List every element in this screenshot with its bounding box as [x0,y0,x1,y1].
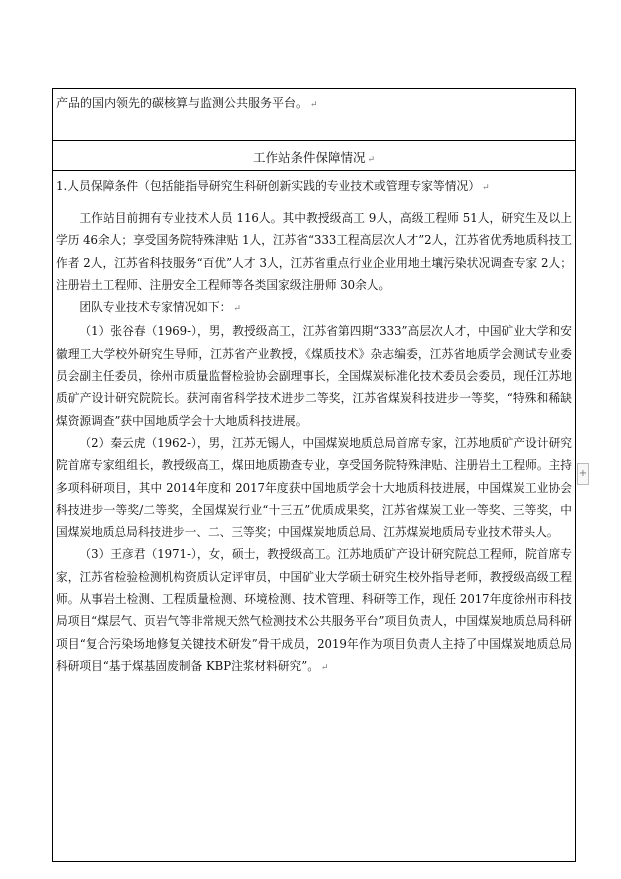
paragraph-mark-icon: ↵ [233,304,241,315]
paragraph-mark-icon: ↵ [320,662,329,673]
paragraph-mark-icon: ↵ [482,183,490,193]
paragraph: 工作站目前拥有专业技术人员 116人。其中教授级高工 9人，高级工程师 51人，研究生及以上学历 46余人；享受国务院特殊津贴 1人，江苏省“333工程高层次人才”2人，江苏省优秀地质科技工作者 2人，江苏省科技服务“百优”人才 3人，江苏省重点行业企业用地土壤污染状况调查专家 2人；注册岩土工程师、注册安全工程师等各类国家级注册师 30余人。 [56,211,572,292]
paragraph-mark-icon: ↵ [310,100,318,110]
expand-handle-icon[interactable]: + [577,463,589,485]
table-row-title [53,140,575,170]
table-row-intro [53,88,575,140]
personnel-body [56,207,572,679]
personnel-heading: 1.人员保障条件（包括能指导研究生科研创新实践的专业技术或管理专家等情况） ↵ [56,179,490,193]
paragraph: （1）张谷春（1969-），男，教授级高工，江苏省第四期“333”高层次人才，中国矿业大学和安徽理工大学校外研究生导师，江苏省产业教授，《煤质技术》杂志编委，江苏省地质学会测试专业委员会副主任委员，徐州市质量监督检验协会副理事长，全国煤炭标准化技术委员会委员，现任江苏地质矿产设计研究院院长。获河南省科学技术进步二等奖，江苏省煤炭科技进步一等奖，“特殊和稀缺煤资源调查”获中国地质学会十大地质科技进展。 [56,324,572,428]
intro-text: 产品的国内领先的碳核算与监测公共服务平台。 ↵ [56,96,318,110]
paragraph: （2）秦云虎（1962-），男，江苏无锡人，中国煤炭地质总局首席专家，江苏地质矿产设计研究院首席专家组组长，教授级高工，煤田地质勘查专业，享受国务院特殊津贴、注册岩土工程师。主持多项科研项目，其中 2014年度和 2017年度获中国地质学会十大地质科技进展，中国煤炭工业协会科技进步一等奖/二等奖，全国煤炭行业“十三五”优质成果奖，江苏省煤炭工业一等奖、三等奖，中国煤炭地质总局科技进步一、二、三等奖；中国煤炭地质总局、江苏煤炭地质局专业技术带头人。 [56,435,572,540]
paragraph: （3）王彦君（1971-），女，硕士，教授级高工。江苏地质矿产设计研究院总工程师，院首席专家，江苏省检验检测机构资质认定评审员，中国矿业大学硕士研究生校外指导老师，教授级高级工程师。从事岩土检测、工程质量检测、环境检测、技术管理、科研等工作，现任 2017年度徐州市科技局项目“煤层气、页岩气等非常规天然气检测技术公共服务平台”项目负责人，中国煤炭地质总局科研项目“复合污染场地修复关键技术研发”骨干成员，2019年作为项目负责人主持了中国煤炭地质总局科研项目“基于煤基固废制备 KBP注浆材料研究”。 ↵ [56,547,572,673]
table-row-personnel [53,170,575,861]
document-table [52,88,576,862]
paragraph-mark-icon: ↵ [367,155,376,165]
paragraph: 团队专业技术专家情况如下： ↵ [79,300,241,315]
section-title: 工作站条件保障情况 ↵ [252,150,376,165]
